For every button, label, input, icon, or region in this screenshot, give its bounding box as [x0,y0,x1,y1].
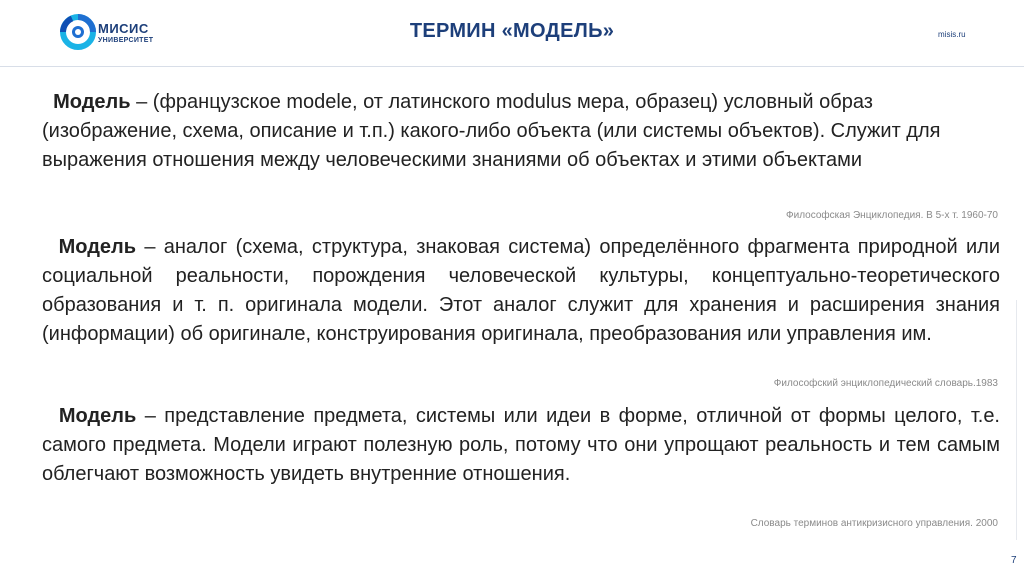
definition-source: Философская Энциклопедия. В 5-х т. 1960-70 [786,210,998,221]
definition-text: – представление предмета, системы или идеи в форме, отличной от формы целого, т.е. самого предмета. Модели играют полезную роль, потому что они упрощают реальность и тем самым облегчают возможность увидеть внутренние отношения. [42,405,1000,485]
definition-3 [42,402,1000,489]
logo-name: МИСИС [98,21,149,36]
logo-subtitle: УНИВЕРСИТЕТ [98,37,154,44]
definition-text: – аналог (схема, структура, знаковая система) определённого фрагмента природной или социальной реальности, порождения человеческой культуры, концептуально-теоретического образования и т. п. оригинала модели. Этот аналог служит для хранения и расширения знания (информации) об оригинале, конструирования оригинала, преобразования или управления им. [42,236,1000,345]
definition-1 [42,88,1000,175]
site-link[interactable]: misis.ru [938,30,966,39]
side-divider [1016,300,1017,540]
definition-2 [42,233,1000,349]
definition-text: – (французское modele, от латинского modulus мера, образец) условный образ (изображение, схема, описание и т.п.) какого-либо объекта (или системы объектов). Служит для выражения отношения между человеческими знаниями об объектах и этими объектами [42,91,941,171]
definition-term: Модель [58,405,137,427]
definition-source: Словарь терминов антикризисного управления. 2000 [750,518,998,529]
definition-term: Модель [58,236,137,258]
page-number: 7 [1011,555,1017,566]
slide-header [0,0,1024,66]
definition-term: Модель [53,91,131,113]
header-divider [0,66,1024,67]
definition-source: Философский энциклопедический словарь.1983 [773,378,998,389]
slide-title: ТЕРМИН «МОДЕЛЬ» [409,20,615,42]
